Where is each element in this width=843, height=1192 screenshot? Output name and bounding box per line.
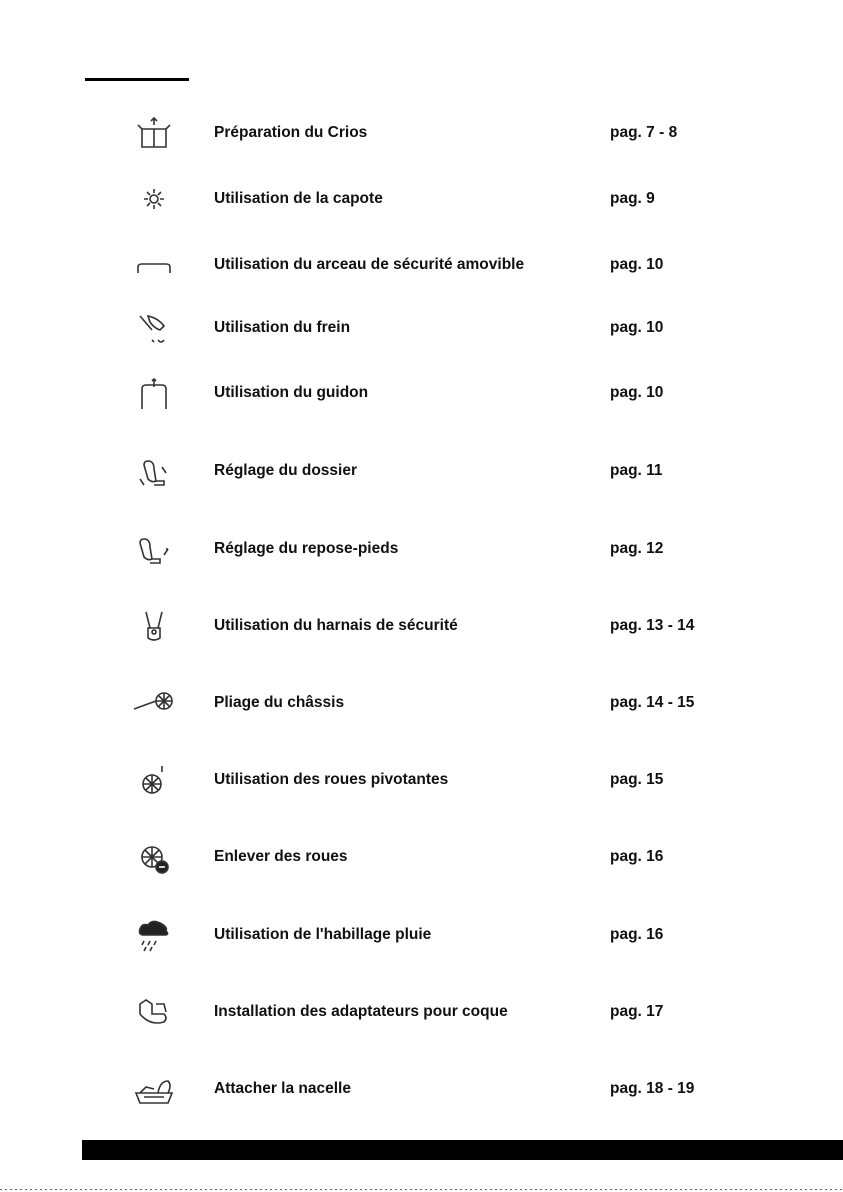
- toc-entry[interactable]: [0, 1069, 843, 1109]
- toc-entry[interactable]: [0, 606, 843, 646]
- toc-entry-label: Pliage du châssis: [214, 694, 345, 711]
- toc-entry-label: Utilisation de l'habillage pluie: [214, 926, 432, 943]
- rain-cloud-icon: [132, 917, 176, 953]
- brake-foot-icon: [132, 310, 176, 346]
- toc-entry-page: pag. 15: [610, 771, 664, 788]
- toc-entry-label: Utilisation du frein: [214, 319, 351, 336]
- toc-entry-page: pag. 14 - 15: [610, 694, 695, 711]
- toc-entry-label: Utilisation du arceau de sécurité amovible: [214, 256, 525, 273]
- backrest-icon: [132, 453, 176, 489]
- toc-entry-label: Attacher la nacelle: [214, 1080, 351, 1097]
- swivel-wheel-icon: [132, 762, 176, 798]
- toc-entry[interactable]: [0, 308, 843, 348]
- box-open-icon: [132, 115, 176, 151]
- toc-entry-page: pag. 10: [610, 384, 664, 401]
- toc-entry-page: pag. 7 - 8: [610, 124, 678, 141]
- toc-entry[interactable]: [0, 760, 843, 800]
- toc-entry-label: Utilisation des roues pivotantes: [214, 771, 449, 788]
- remove-wheel-icon: [132, 839, 176, 875]
- toc-entry-page: pag. 16: [610, 926, 664, 943]
- fold-chassis-icon: [132, 685, 176, 721]
- toc-entry-page: pag. 18 - 19: [610, 1080, 695, 1097]
- page-edge: [0, 1189, 843, 1190]
- handlebar-icon: [132, 375, 176, 411]
- toc-entry-label: Préparation du Crios: [214, 124, 368, 141]
- toc-entry[interactable]: [0, 113, 843, 153]
- toc-entry[interactable]: [0, 179, 843, 219]
- toc-entry[interactable]: [0, 529, 843, 569]
- toc-entry[interactable]: [0, 451, 843, 491]
- harness-icon: [132, 608, 176, 644]
- toc-entry[interactable]: [0, 992, 843, 1032]
- toc-entry-label: Utilisation du guidon: [214, 384, 369, 401]
- toc-entry[interactable]: [0, 245, 843, 285]
- toc-entry-label: Réglage du repose-pieds: [214, 540, 399, 557]
- footrest-icon: [132, 531, 176, 567]
- toc-entry-page: pag. 12: [610, 540, 664, 557]
- sun-icon: [132, 181, 176, 217]
- toc-entry-label: Réglage du dossier: [214, 462, 357, 479]
- toc-entry-label: Utilisation de la capote: [214, 190, 383, 207]
- header-rule: [85, 78, 189, 81]
- carrycot-icon: [132, 1071, 176, 1107]
- toc-entry-page: pag. 16: [610, 848, 664, 865]
- toc-entry-label: Utilisation du harnais de sécurité: [214, 617, 458, 634]
- toc-entry-page: pag. 11: [610, 462, 663, 479]
- toc-entry-page: pag. 13 - 14: [610, 617, 695, 634]
- toc-entry[interactable]: [0, 837, 843, 877]
- toc-entry[interactable]: [0, 373, 843, 413]
- toc-entry-page: pag. 9: [610, 190, 655, 207]
- toc-entry-label: Enlever des roues: [214, 848, 348, 865]
- toc-entry[interactable]: [0, 915, 843, 955]
- footer-bar: [82, 1140, 843, 1160]
- toc-entry[interactable]: [0, 683, 843, 723]
- toc-entry-page: pag. 10: [610, 256, 664, 273]
- toc-entry-label: Installation des adaptateurs pour coque: [214, 1003, 508, 1020]
- toc-entry-page: pag. 10: [610, 319, 664, 336]
- bumper-bar-icon: [132, 247, 176, 283]
- toc-entry-page: pag. 17: [610, 1003, 664, 1020]
- car-seat-icon: [132, 994, 176, 1030]
